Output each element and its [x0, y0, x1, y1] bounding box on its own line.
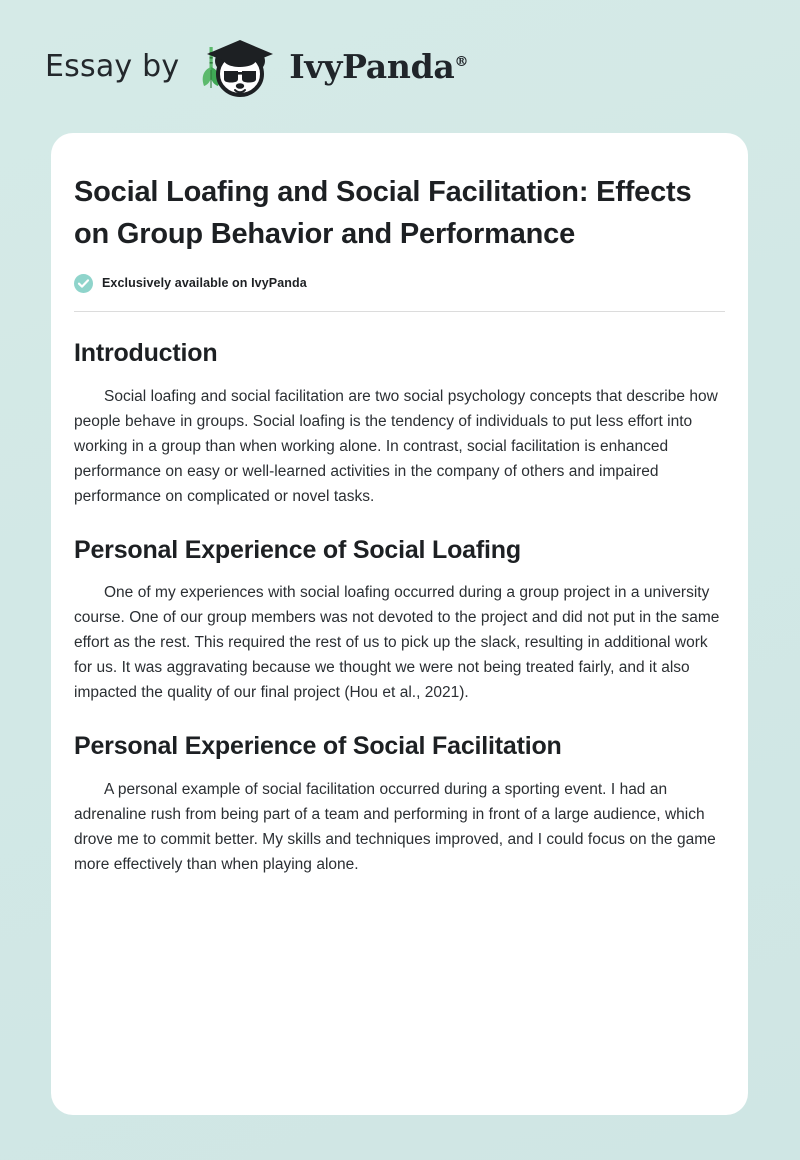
panda-graduate-logo-icon — [193, 34, 285, 100]
section-paragraph-social-loafing: One of my experiences with social loafing occurred during a group project in a university course. One of our group members was not devoted to the project and did not put in the same effort as the rest. This required the rest of us to pick up the slack, resulting in additional work for us. It was aggravating because we thought we were not being treated fairly, and it also impacted the quality of our final project (Hou et al., 2021). — [74, 584, 720, 701]
ivypanda-wordmark — [289, 47, 469, 86]
paper-content — [74, 171, 725, 877]
brand-header — [0, 0, 800, 133]
check-circle-icon — [74, 274, 93, 293]
wordmark-text: IvyPanda — [289, 47, 455, 86]
section-paragraph-social-facilitation: A personal example of social facilitation occurred during a sporting event. I had an adrenaline rush from being part of a team and performing in front of a large audience, which drove me to commit better. My skills and techniques improved, and I could focus on the game more effectively than when playing alone. — [74, 780, 716, 873]
section-heading-social-loafing: Personal Experience of Social Loafing — [74, 535, 521, 564]
registered-trademark-mark: ® — [454, 54, 469, 70]
section-heading-introduction: Introduction — [74, 339, 218, 367]
exclusive-availability-label: Exclusively available on IvyPanda — [102, 276, 307, 291]
essay-paper-card — [51, 133, 748, 1115]
brand-logo-group[interactable] — [45, 34, 468, 100]
section-paragraph-introduction: Social loafing and social facilitation are two social psychology concepts that describe how people behave in groups. Social loafing is the tendency of individuals to put less effort into working in a group than when working alone. In contrast, social facilitation is enhanced performance on easy or well-learned activities in the company of others and impaired performance on complicated or novel tasks. — [74, 387, 718, 505]
page-title: Social Loafing and Social Facilitation: Effects on Group Behavior and Performance — [74, 176, 692, 250]
section-heading-social-facilitation: Personal Experience of Social Facilitation — [74, 732, 562, 760]
exclusive-availability-badge — [74, 274, 725, 293]
header-divider — [74, 311, 725, 312]
essay-by-label: Essay by — [45, 48, 180, 84]
